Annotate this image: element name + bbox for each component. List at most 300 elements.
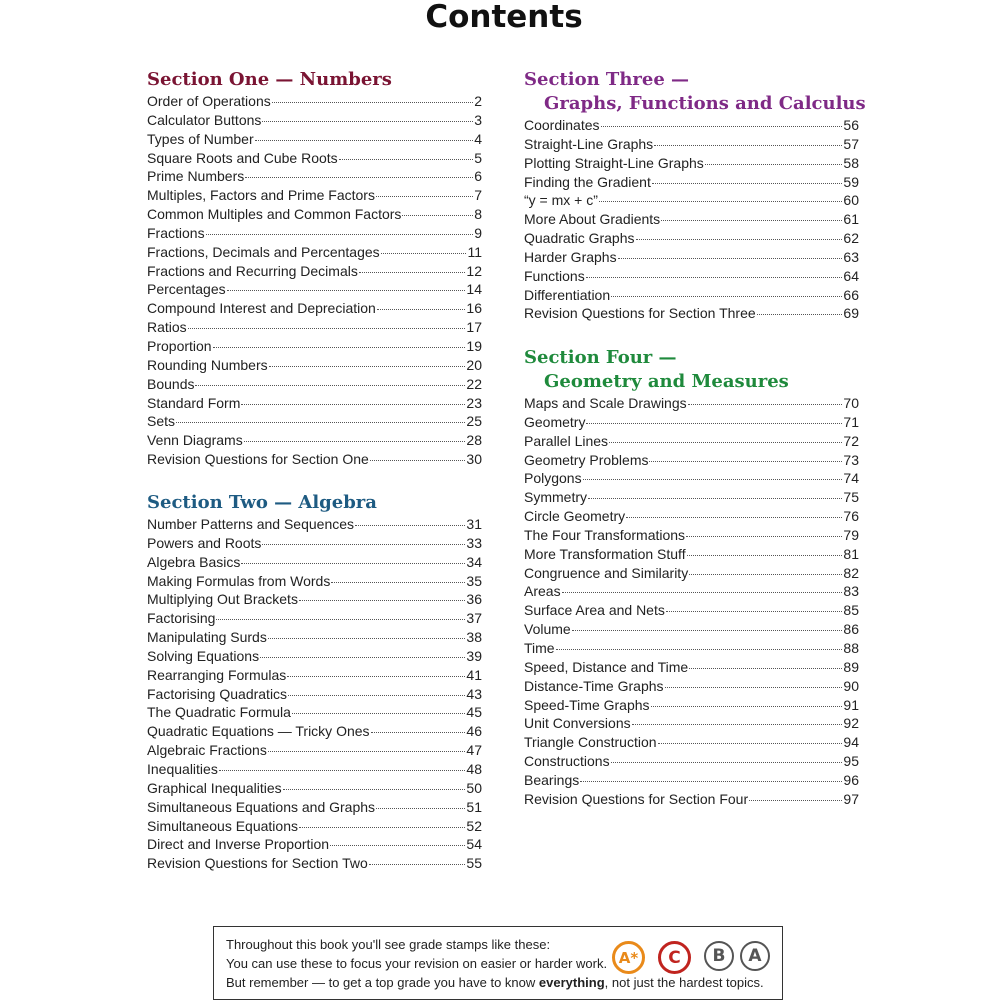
section-three-heading-line1: Section Three — — [524, 69, 690, 90]
toc-entry-title: Straight-Line Graphs — [524, 135, 654, 152]
section-three-heading-line2: Graphs, Functions and Calculus — [544, 93, 866, 114]
dot-leader — [686, 536, 842, 537]
toc-entry-title: Parallel Lines — [524, 432, 609, 449]
toc-entry-page: 55 — [466, 855, 482, 872]
toc-entry — [524, 714, 859, 733]
toc-entry — [524, 696, 859, 715]
section-four-list — [524, 394, 859, 809]
toc-entry-title: Plotting Straight-Line Graphs — [524, 154, 704, 171]
toc-entry-page: 46 — [466, 723, 482, 740]
toc-entry-page: 86 — [843, 621, 859, 638]
dot-leader — [618, 258, 843, 259]
toc-entry-title: Order of Operations — [147, 93, 271, 109]
dot-leader — [601, 126, 843, 127]
dot-leader — [611, 762, 843, 763]
toc-entry — [524, 790, 859, 809]
toc-entry-page: 60 — [843, 192, 859, 209]
toc-entry — [147, 130, 482, 149]
toc-entry-title: Inequalities — [147, 760, 218, 777]
toc-entry-title: Congruence and Similarity — [524, 564, 689, 581]
section-two-list — [147, 515, 482, 873]
toc-entry-page: 97 — [843, 790, 859, 807]
toc-entry-page: 64 — [843, 267, 859, 284]
toc-entry — [147, 431, 482, 450]
toc-entry-title: Factorising — [147, 610, 216, 627]
dot-leader — [269, 366, 466, 367]
toc-entry-page: 4 — [474, 130, 482, 147]
section-four-heading-line2: Geometry and Measures — [544, 371, 789, 392]
toc-entry-title: Volume — [524, 621, 571, 638]
grade-stamp-c-icon: C — [658, 941, 691, 974]
toc-entry-title: Surface Area and Nets — [524, 602, 665, 619]
left-column — [147, 68, 482, 469]
toc-entry-title: Prime Numbers — [147, 168, 245, 185]
toc-entry-page: 11 — [467, 243, 482, 260]
dot-leader — [661, 220, 842, 221]
toc-entry — [524, 413, 859, 432]
dot-leader — [562, 592, 843, 593]
toc-entry-page: 94 — [843, 734, 859, 751]
toc-entry — [147, 450, 482, 469]
toc-entry-title: Maps and Scale Drawings — [524, 395, 687, 411]
toc-entry-page: 88 — [843, 639, 859, 656]
toc-entry-page: 33 — [466, 534, 482, 551]
toc-entry-page: 48 — [466, 760, 482, 777]
toc-entry-page: 70 — [843, 395, 859, 411]
toc-entry-title: Coordinates — [524, 117, 600, 133]
toc-entry — [524, 267, 859, 286]
toc-entry — [524, 733, 859, 752]
dot-leader — [227, 290, 466, 291]
toc-entry-page: 35 — [466, 572, 482, 589]
toc-entry — [147, 280, 482, 299]
toc-entry-page: 5 — [474, 149, 482, 166]
toc-entry-page: 22 — [466, 375, 482, 392]
toc-entry-title: Percentages — [147, 281, 226, 298]
toc-entry — [524, 451, 859, 470]
grade-stamp-a-star-icon: A* — [612, 941, 645, 974]
toc-entry-page: 19 — [466, 337, 482, 354]
legend-line-3 — [226, 973, 764, 992]
toc-entry-page: 17 — [466, 319, 482, 336]
toc-entry — [147, 149, 482, 168]
toc-entry-title: Direct and Inverse Proportion — [147, 836, 330, 853]
toc-entry — [524, 304, 859, 323]
toc-entry — [147, 817, 482, 836]
toc-entry — [147, 647, 482, 666]
toc-entry-page: 45 — [466, 704, 482, 721]
dot-leader — [287, 676, 465, 677]
toc-entry — [147, 243, 482, 262]
dot-leader — [188, 328, 466, 329]
toc-entry — [147, 779, 482, 798]
toc-entry — [524, 752, 859, 771]
dot-leader — [241, 404, 465, 405]
toc-entry-page: 76 — [843, 508, 859, 525]
dot-leader — [359, 272, 466, 273]
dot-leader — [652, 183, 843, 184]
section-one-heading: Section One — Numbers — [147, 69, 392, 90]
toc-entry-title: Square Roots and Cube Roots — [147, 149, 338, 166]
dot-leader — [355, 525, 465, 526]
dot-leader — [245, 177, 473, 178]
toc-entry — [147, 318, 482, 337]
toc-entry-page: 71 — [843, 413, 859, 430]
toc-entry-page: 52 — [466, 817, 482, 834]
toc-entry-title: Manipulating Surds — [147, 629, 267, 646]
toc-entry-page: 72 — [843, 432, 859, 449]
toc-entry-page: 66 — [843, 286, 859, 303]
dot-leader — [176, 422, 465, 423]
dot-leader — [268, 638, 466, 639]
section-three-list — [524, 116, 859, 323]
toc-entry-title: Proportion — [147, 337, 212, 354]
toc-entry — [147, 92, 482, 111]
toc-entry-page: 23 — [466, 394, 482, 411]
toc-entry — [147, 553, 482, 572]
dot-leader — [262, 544, 465, 545]
dot-leader — [330, 845, 465, 846]
toc-entry-page: 37 — [466, 610, 482, 627]
toc-entry-title: Areas — [524, 583, 561, 600]
dot-leader — [665, 687, 843, 688]
toc-entry-page: 61 — [843, 211, 859, 228]
dot-leader — [687, 555, 843, 556]
toc-entry-title: Simultaneous Equations — [147, 817, 298, 834]
toc-entry — [147, 224, 482, 243]
toc-entry-page: 36 — [466, 591, 482, 608]
toc-entry-title: Factorising Quadratics — [147, 685, 288, 702]
toc-entry — [524, 248, 859, 267]
toc-entry-title: The Quadratic Formula — [147, 704, 291, 721]
toc-entry — [147, 515, 482, 534]
legend-line-2: You can use these to focus your revision on easier or harder work. — [226, 956, 608, 971]
dot-leader — [255, 140, 474, 141]
toc-entry-title: Standard Form — [147, 394, 241, 411]
toc-entry-page: 54 — [466, 836, 482, 853]
toc-entry-title: Common Multiples and Common Factors — [147, 206, 402, 223]
toc-entry — [524, 154, 859, 173]
toc-entry-title: Types of Number — [147, 130, 254, 147]
toc-entry-title: Differentiation — [524, 286, 611, 303]
toc-entry-title: Triangle Construction — [524, 734, 657, 751]
toc-entry — [147, 412, 482, 431]
dot-leader — [654, 145, 842, 146]
right-column — [524, 68, 866, 323]
toc-entry — [147, 685, 482, 704]
dot-leader — [749, 800, 842, 801]
dot-leader — [213, 347, 466, 348]
grade-stamp-legend — [213, 926, 783, 1000]
toc-entry — [147, 337, 482, 356]
toc-entry-title: Multiplying Out Brackets — [147, 591, 298, 608]
toc-entry-title: Graphical Inequalities — [147, 779, 282, 796]
dot-leader — [288, 695, 465, 696]
toc-entry-page: 81 — [843, 545, 859, 562]
legend-line-1: Throughout this book you'll see grade stamps like these: — [226, 937, 551, 952]
dot-leader — [216, 619, 465, 620]
dot-leader — [556, 649, 843, 650]
toc-entry-title: Solving Equations — [147, 647, 260, 664]
toc-entry-title: Geometry — [524, 413, 586, 430]
toc-entry-page: 6 — [474, 168, 482, 185]
toc-entry-page: 7 — [474, 187, 482, 204]
toc-entry-title: Functions — [524, 267, 585, 284]
dot-leader — [339, 159, 474, 160]
toc-entry-page: 34 — [466, 553, 482, 570]
toc-entry — [524, 229, 859, 248]
toc-entry-page: 91 — [843, 696, 859, 713]
toc-entry-title: Rounding Numbers — [147, 356, 268, 373]
toc-entry — [147, 590, 482, 609]
toc-entry-title: Revision Questions for Section Two — [147, 855, 368, 872]
toc-entry — [147, 299, 482, 318]
toc-entry-title: Constructions — [524, 753, 610, 770]
toc-entry-title: Revision Questions for Section One — [147, 451, 369, 468]
toc-entry — [524, 677, 859, 696]
toc-entry-page: 62 — [843, 230, 859, 247]
toc-entry-page: 8 — [474, 206, 482, 223]
dot-leader — [299, 600, 465, 601]
dot-leader — [283, 789, 466, 790]
dot-leader — [757, 314, 843, 315]
toc-entry-page: 63 — [843, 248, 859, 265]
toc-entry-title: Geometry Problems — [524, 451, 649, 468]
dot-leader — [219, 770, 466, 771]
toc-entry-page: 75 — [843, 489, 859, 506]
page-title: Contents — [425, 0, 583, 35]
toc-entry-page: 20 — [466, 356, 482, 373]
toc-entry — [524, 432, 859, 451]
legend-line-3-bold: everything — [538, 975, 605, 990]
toc-entry — [147, 703, 482, 722]
section-four-heading-line1: Section Four — — [524, 347, 677, 368]
toc-entry-title: Polygons — [524, 470, 582, 487]
dot-leader — [381, 253, 467, 254]
toc-entry — [147, 798, 482, 817]
dot-leader — [262, 121, 473, 122]
toc-entry — [524, 545, 859, 564]
right-column-lower — [524, 346, 859, 809]
dot-leader — [586, 277, 843, 278]
toc-entry — [524, 394, 859, 413]
toc-entry-title: Harder Graphs — [524, 248, 617, 265]
dot-leader — [658, 743, 843, 744]
dot-leader — [609, 442, 842, 443]
section-one-list — [147, 92, 482, 469]
toc-entry — [147, 262, 482, 281]
toc-entry — [147, 356, 482, 375]
toc-entry-page: 59 — [843, 173, 859, 190]
toc-entry-page: 50 — [466, 779, 482, 796]
dot-leader — [572, 630, 843, 631]
toc-entry — [524, 135, 859, 154]
toc-entry — [147, 854, 482, 873]
dot-leader — [611, 296, 842, 297]
toc-entry — [524, 564, 859, 583]
toc-entry-page: 83 — [843, 583, 859, 600]
section-three-heading — [524, 68, 866, 116]
toc-entry-page: 82 — [843, 564, 859, 581]
toc-entry — [524, 639, 859, 658]
toc-entry-page: 3 — [474, 111, 482, 128]
toc-entry — [524, 488, 859, 507]
toc-entry — [524, 469, 859, 488]
dot-leader — [599, 201, 843, 202]
dot-leader — [299, 827, 465, 828]
toc-entry-title: Ratios — [147, 319, 187, 336]
toc-entry — [524, 658, 859, 677]
toc-entry-title: Compound Interest and Depreciation — [147, 300, 376, 317]
grade-stamp-a-icon: A — [740, 941, 770, 971]
toc-entry-title: Symmetry — [524, 489, 587, 506]
toc-entry — [524, 507, 859, 526]
dot-leader — [688, 404, 843, 405]
toc-entry-page: 12 — [466, 262, 482, 279]
toc-entry-title: Simultaneous Equations and Graphs — [147, 798, 376, 815]
toc-entry-title: Time — [524, 639, 555, 656]
toc-entry-page: 16 — [466, 300, 482, 317]
toc-entry — [524, 191, 859, 210]
legend-line-3-start: But remember — to get a top grade you have to know — [226, 975, 539, 990]
toc-entry-title: Rearranging Formulas — [147, 666, 287, 683]
dot-leader — [632, 724, 843, 725]
toc-entry-page: 95 — [843, 753, 859, 770]
toc-entry — [524, 173, 859, 192]
toc-entry-title: Bounds — [147, 375, 195, 392]
toc-entry-page: 31 — [466, 516, 482, 532]
dot-leader — [260, 657, 465, 658]
toc-entry — [524, 620, 859, 639]
toc-entry-page: 41 — [466, 666, 482, 683]
toc-entry-page: 2 — [474, 93, 482, 109]
toc-entry-title: Speed, Distance and Time — [524, 658, 689, 675]
toc-entry-title: Revision Questions for Section Four — [524, 790, 749, 807]
toc-entry-page: 25 — [466, 413, 482, 430]
toc-entry — [147, 394, 482, 413]
toc-entry-page: 14 — [466, 281, 482, 298]
toc-entry — [147, 111, 482, 130]
dot-leader — [666, 611, 843, 612]
toc-entry-page: 85 — [843, 602, 859, 619]
toc-entry-title: Sets — [147, 413, 176, 430]
dot-leader — [580, 781, 842, 782]
dot-leader — [651, 706, 843, 707]
toc-entry-title: More Transformation Stuff — [524, 545, 686, 562]
toc-entry-page: 57 — [843, 135, 859, 152]
section-two-heading: Section Two — Algebra — [147, 492, 377, 513]
dot-leader — [377, 309, 466, 310]
toc-entry — [147, 835, 482, 854]
toc-entry-page: 43 — [466, 685, 482, 702]
dot-leader — [376, 808, 465, 809]
dot-leader — [402, 215, 473, 216]
toc-entry-page: 69 — [843, 305, 859, 322]
toc-entry — [147, 609, 482, 628]
toc-entry-page: 47 — [466, 742, 482, 759]
left-column-lower — [147, 491, 482, 873]
toc-entry-page: 79 — [843, 526, 859, 543]
toc-entry-page: 73 — [843, 451, 859, 468]
toc-entry — [147, 375, 482, 394]
toc-entry-title: Fractions and Recurring Decimals — [147, 262, 358, 279]
toc-entry-page: 74 — [843, 470, 859, 487]
toc-entry — [524, 116, 859, 135]
toc-entry-title: The Four Transformations — [524, 526, 686, 543]
dot-leader — [376, 196, 473, 197]
toc-entry — [147, 186, 482, 205]
toc-entry — [147, 205, 482, 224]
toc-entry — [524, 582, 859, 601]
toc-entry-title: Distance-Time Graphs — [524, 677, 664, 694]
legend-line-3-end: , not just the hardest topics. — [604, 975, 764, 990]
dot-leader — [272, 102, 473, 103]
toc-entry-page: 56 — [843, 117, 859, 133]
toc-entry-title: Speed-Time Graphs — [524, 696, 650, 713]
toc-entry — [524, 210, 859, 229]
dot-leader — [292, 713, 465, 714]
toc-entry — [524, 771, 859, 790]
toc-entry-title: Quadratic Graphs — [524, 230, 635, 247]
toc-entry-title: Fractions, Decimals and Percentages — [147, 243, 380, 260]
dot-leader — [371, 732, 466, 733]
dot-leader — [649, 461, 842, 462]
toc-entry — [147, 760, 482, 779]
dot-leader — [195, 385, 465, 386]
toc-entry-title: More About Gradients — [524, 211, 661, 228]
toc-entry-page: 30 — [466, 451, 482, 468]
dot-leader — [369, 864, 466, 865]
toc-entry-page: 28 — [466, 432, 482, 449]
dot-leader — [583, 479, 843, 480]
toc-entry-title: Algebra Basics — [147, 553, 241, 570]
dot-leader — [206, 234, 474, 235]
toc-entry-page: 51 — [466, 798, 482, 815]
dot-leader — [626, 517, 842, 518]
dot-leader — [370, 460, 466, 461]
toc-entry — [524, 286, 859, 305]
toc-entry-title: Unit Conversions — [524, 715, 631, 732]
dot-leader — [705, 164, 843, 165]
toc-entry — [524, 601, 859, 620]
dot-leader — [244, 441, 466, 442]
toc-entry-title: Number Patterns and Sequences — [147, 516, 355, 532]
toc-entry-page: 58 — [843, 154, 859, 171]
toc-entry-title: Venn Diagrams — [147, 432, 243, 449]
toc-entry-title: Fractions — [147, 224, 205, 241]
dot-leader — [588, 498, 842, 499]
toc-entry-page: 89 — [843, 658, 859, 675]
toc-entry-page: 92 — [843, 715, 859, 732]
toc-entry — [147, 741, 482, 760]
toc-entry — [147, 722, 482, 741]
toc-entry-page: 9 — [474, 224, 482, 241]
toc-entry-title: Powers and Roots — [147, 534, 262, 551]
toc-entry-title: Algebraic Fractions — [147, 742, 267, 759]
toc-entry-page: 38 — [466, 629, 482, 646]
dot-leader — [268, 751, 466, 752]
toc-entry-title: Finding the Gradient — [524, 173, 651, 190]
dot-leader — [586, 423, 842, 424]
dot-leader — [636, 239, 843, 240]
toc-entry — [147, 666, 482, 685]
toc-entry-page: 39 — [466, 647, 482, 664]
dot-leader — [689, 668, 842, 669]
toc-entry-title: Bearings — [524, 771, 580, 788]
dot-leader — [689, 574, 842, 575]
toc-entry — [147, 572, 482, 591]
section-four-heading — [524, 346, 859, 394]
